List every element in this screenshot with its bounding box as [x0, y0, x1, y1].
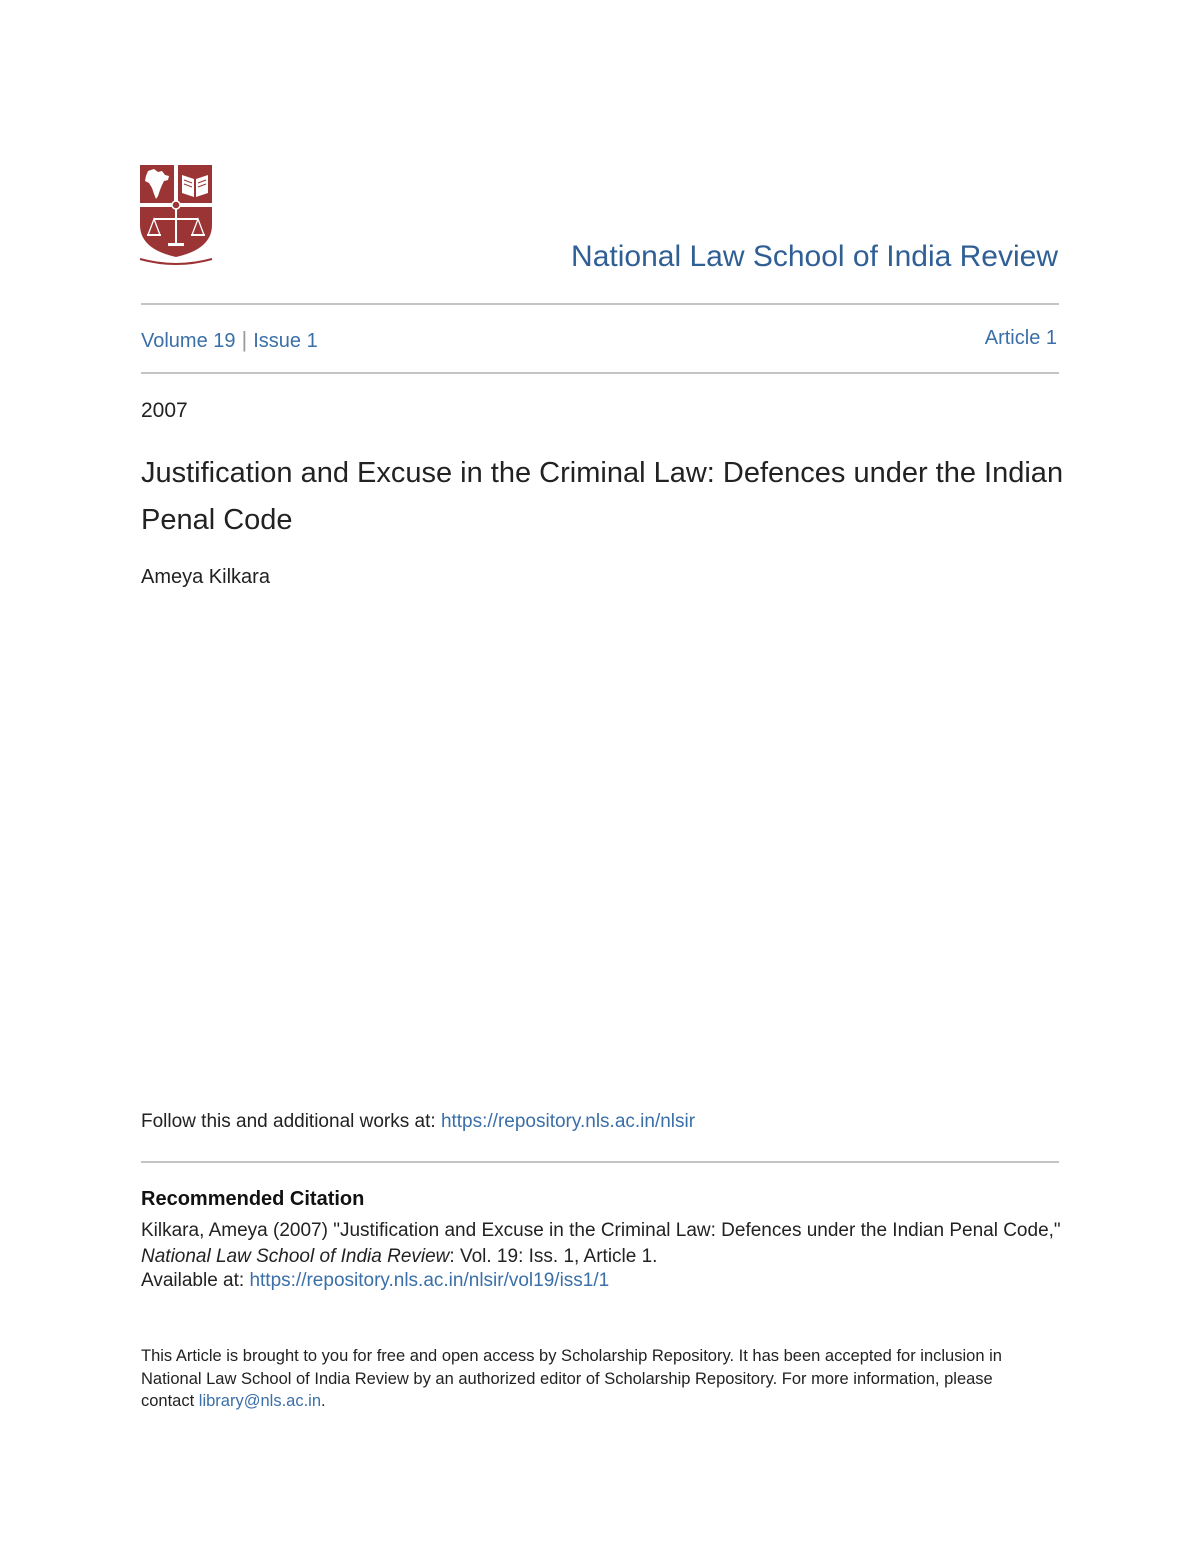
header-divider: [141, 303, 1059, 305]
volume-issue-line: [141, 327, 318, 353]
follow-works-text: Follow this and additional works at:: [141, 1111, 441, 1132]
publication-year: 2007: [141, 399, 188, 422]
article-author: Ameya Kilkara: [141, 566, 270, 588]
article-url-link[interactable]: https://repository.nls.ac.in/nlsir/vol19/iss1/1: [249, 1270, 610, 1291]
recommended-citation-heading: Recommended Citation: [141, 1188, 365, 1210]
citation-divider: [141, 1161, 1059, 1163]
follow-works-line: [141, 1111, 695, 1133]
article-number-link[interactable]: Article 1: [984, 327, 1057, 349]
repository-link[interactable]: https://repository.nls.ac.in/nlsir: [440, 1111, 696, 1132]
available-at-line: [141, 1270, 609, 1292]
citation-text-before: Kilkara, Ameya (2007) "Justification and Excuse in the Criminal Law: Defences under the Indian Penal Code,": [141, 1220, 1061, 1241]
national-law-school-emblem-icon: [138, 163, 214, 268]
contact-email-link[interactable]: library@nls.ac.in: [198, 1392, 321, 1410]
citation-text: [141, 1218, 1061, 1270]
available-at-label: Available at:: [141, 1270, 250, 1291]
article-title: Justification and Excuse in the Criminal Law: Defences under the Indian Penal Code: [141, 457, 1064, 536]
citation-journal-name: National Law School of India Review: [141, 1246, 450, 1267]
volume-divider: [141, 372, 1059, 374]
access-notice: [141, 1345, 1021, 1413]
access-notice-text: This Article is brought to you for free and open access by Scholarship Repository. It has been accepted for inclusion in National Law School of India Review by an authorized editor of Scholarship Repository. For more information, please contact: [141, 1347, 1002, 1410]
volume-link[interactable]: Volume 19: [141, 330, 236, 352]
citation-text-after: : Vol. 19: Iss. 1, Article 1.: [449, 1246, 658, 1267]
journal-title: National Law School of India Review: [571, 240, 1058, 273]
volume-issue-separator: |: [241, 327, 248, 352]
access-notice-end: .: [321, 1392, 326, 1410]
issue-link[interactable]: Issue 1: [253, 330, 318, 352]
